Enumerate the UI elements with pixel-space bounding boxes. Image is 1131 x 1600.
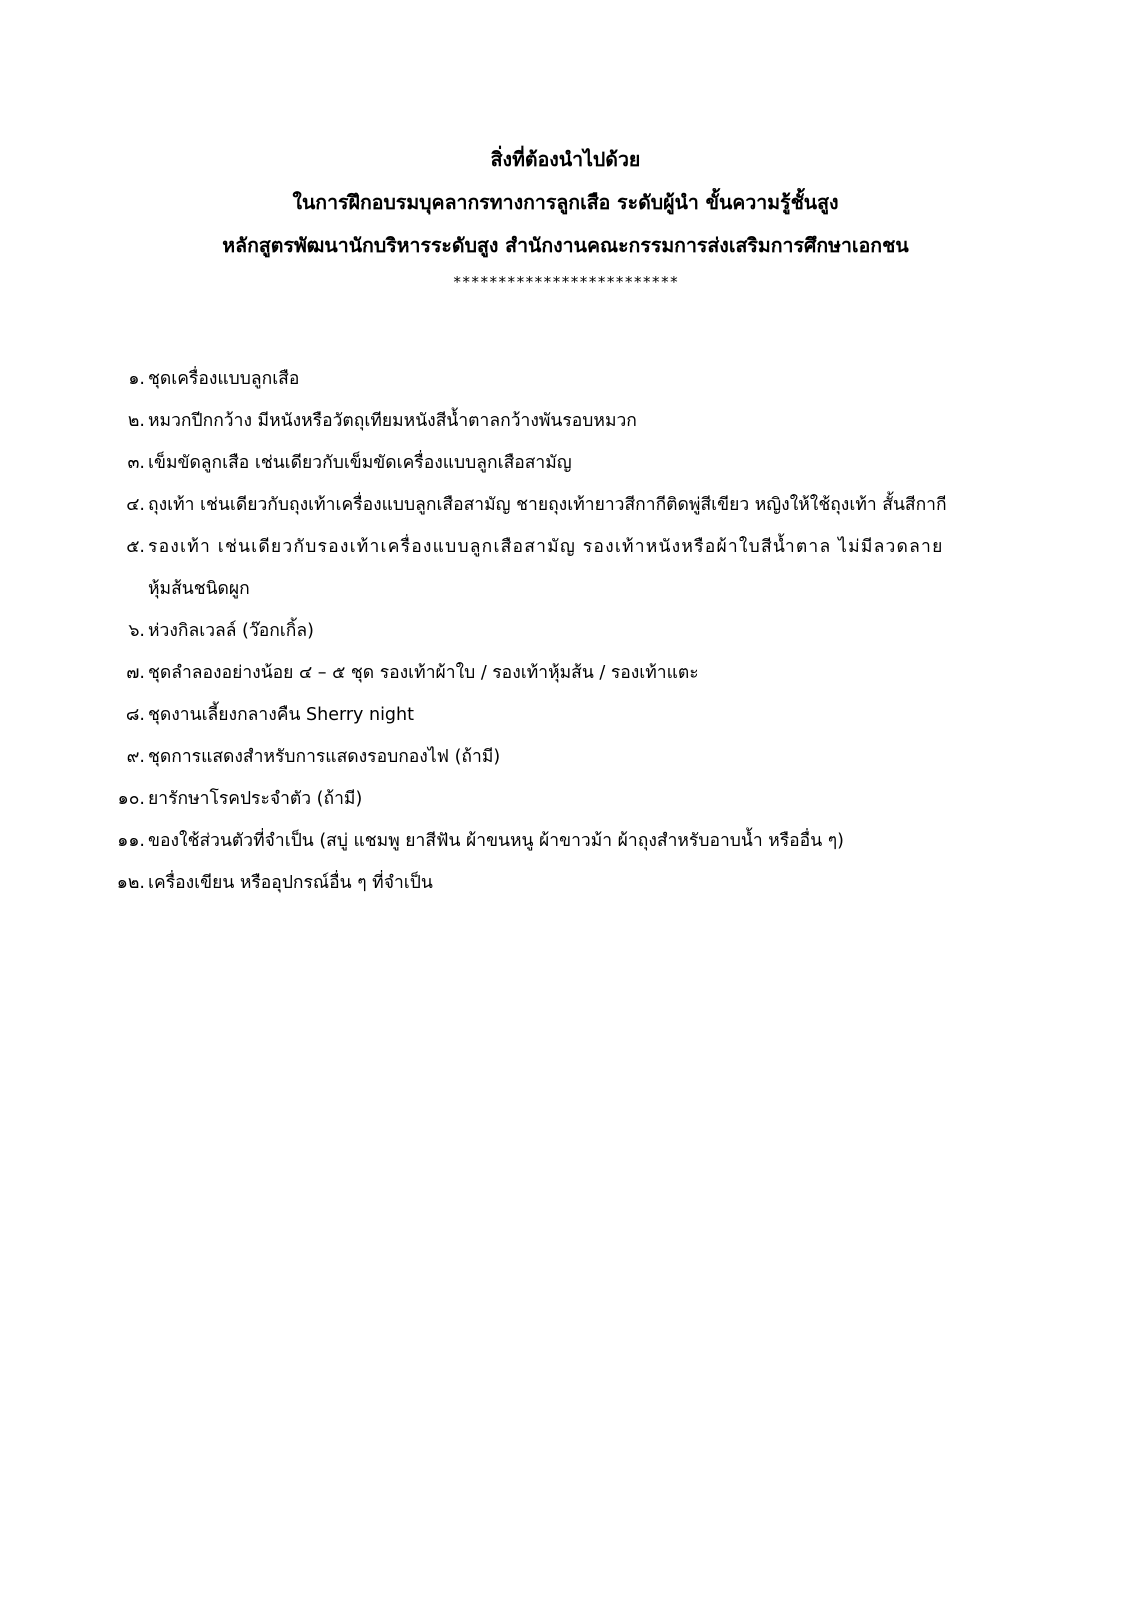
- list-item: [0, 820, 1131, 862]
- item-text: ยารักษาโรคประจำตัว (ถ้ามี): [148, 789, 363, 809]
- document-title: สิ่งที่ต้องนำไปด้วย: [490, 148, 641, 171]
- item-text: หมวกปีกกว้าง มีหนังหรือวัตถุเทียมหนังสีน้ำตาลกว้างพันรอบหมวก: [148, 411, 637, 431]
- list-item: [0, 610, 1131, 652]
- item-text: รองเท้า เช่นเดียวกับรองเท้าเครื่องแบบลูกเสือสามัญ รองเท้าหนังหรือผ้าใบสีน้ำตาล ไม่มีลวดลาย: [148, 537, 944, 557]
- item-number: ๑๑.: [117, 831, 145, 851]
- item-text: เข็มขัดลูกเสือ เช่นเดียวกับเข็มขัดเครื่องแบบลูกเสือสามัญ: [148, 453, 572, 473]
- item-number: ๑๐.: [117, 789, 145, 809]
- item-text-continuation: หุ้มส้นชนิดผูก: [148, 579, 250, 599]
- item-text: ห่วงกิลเวลล์ (ว๊อกเกิ้ล): [148, 621, 314, 641]
- item-text: ของใช้ส่วนตัวที่จำเป็น (สบู่ แชมพู ยาสีฟัน ผ้าขนหนู ผ้าขาวม้า ผ้าถุงสำหรับอาบน้ำ หรืออื่น ๆ): [148, 831, 844, 851]
- item-number: ๔.: [126, 495, 145, 515]
- item-number: ๑๒.: [116, 873, 145, 893]
- list-item: [0, 526, 1131, 610]
- document-subtitle-organization: หลักสูตรพัฒนานักบริหารระดับสูง สำนักงานคณะกรรมการส่งเสริมการศึกษาเอกชน: [222, 234, 909, 257]
- list-item: [0, 442, 1131, 484]
- item-text: ชุดงานเลี้ยงกลางคืน Sherry night: [148, 705, 414, 725]
- item-text: ชุดการแสดงสำหรับการแสดงรอบกองไฟ (ถ้ามี): [148, 747, 501, 767]
- list-item: [0, 484, 1131, 526]
- document-header: [0, 138, 1131, 293]
- item-number: ๗.: [126, 663, 145, 683]
- item-number: ๓.: [127, 453, 145, 473]
- list-item: [0, 358, 1131, 400]
- item-text: ชุดเครื่องแบบลูกเสือ: [148, 369, 300, 389]
- list-item: [0, 652, 1131, 694]
- list-item: [0, 400, 1131, 442]
- item-number: ๘.: [125, 705, 145, 725]
- item-number: ๙.: [126, 747, 145, 767]
- item-text: เครื่องเขียน หรืออุปกรณ์อื่น ๆ ที่จำเป็น: [148, 873, 433, 893]
- item-text: ถุงเท้า เช่นเดียวกับถุงเท้าเครื่องแบบลูกเสือสามัญ ชายถุงเท้ายาวสีกากีติดพู่สีเขียว หญิงให้ใช้ถุงเท้า สั้นสีกากี: [148, 495, 947, 515]
- document-subtitle-course: ในการฝึกอบรมบุคลากรทางการลูกเสือ ระดับผู้นำ ขั้นความรู้ชั้นสูง: [292, 191, 839, 214]
- item-number: ๖.: [128, 621, 145, 641]
- list-item: [0, 778, 1131, 820]
- list-item: [0, 862, 1131, 904]
- item-number: ๒.: [127, 411, 145, 431]
- item-number: ๕.: [126, 537, 145, 557]
- items-list: [0, 358, 1131, 904]
- item-text: ชุดลำลองอย่างน้อย ๔ – ๕ ชุด รองเท้าผ้าใบ / รองเท้าหุ้มส้น / รองเท้าแตะ: [148, 663, 699, 683]
- list-item: [0, 694, 1131, 736]
- item-number: ๑.: [128, 369, 145, 389]
- header-separator: *************************: [452, 273, 679, 291]
- list-item: [0, 736, 1131, 778]
